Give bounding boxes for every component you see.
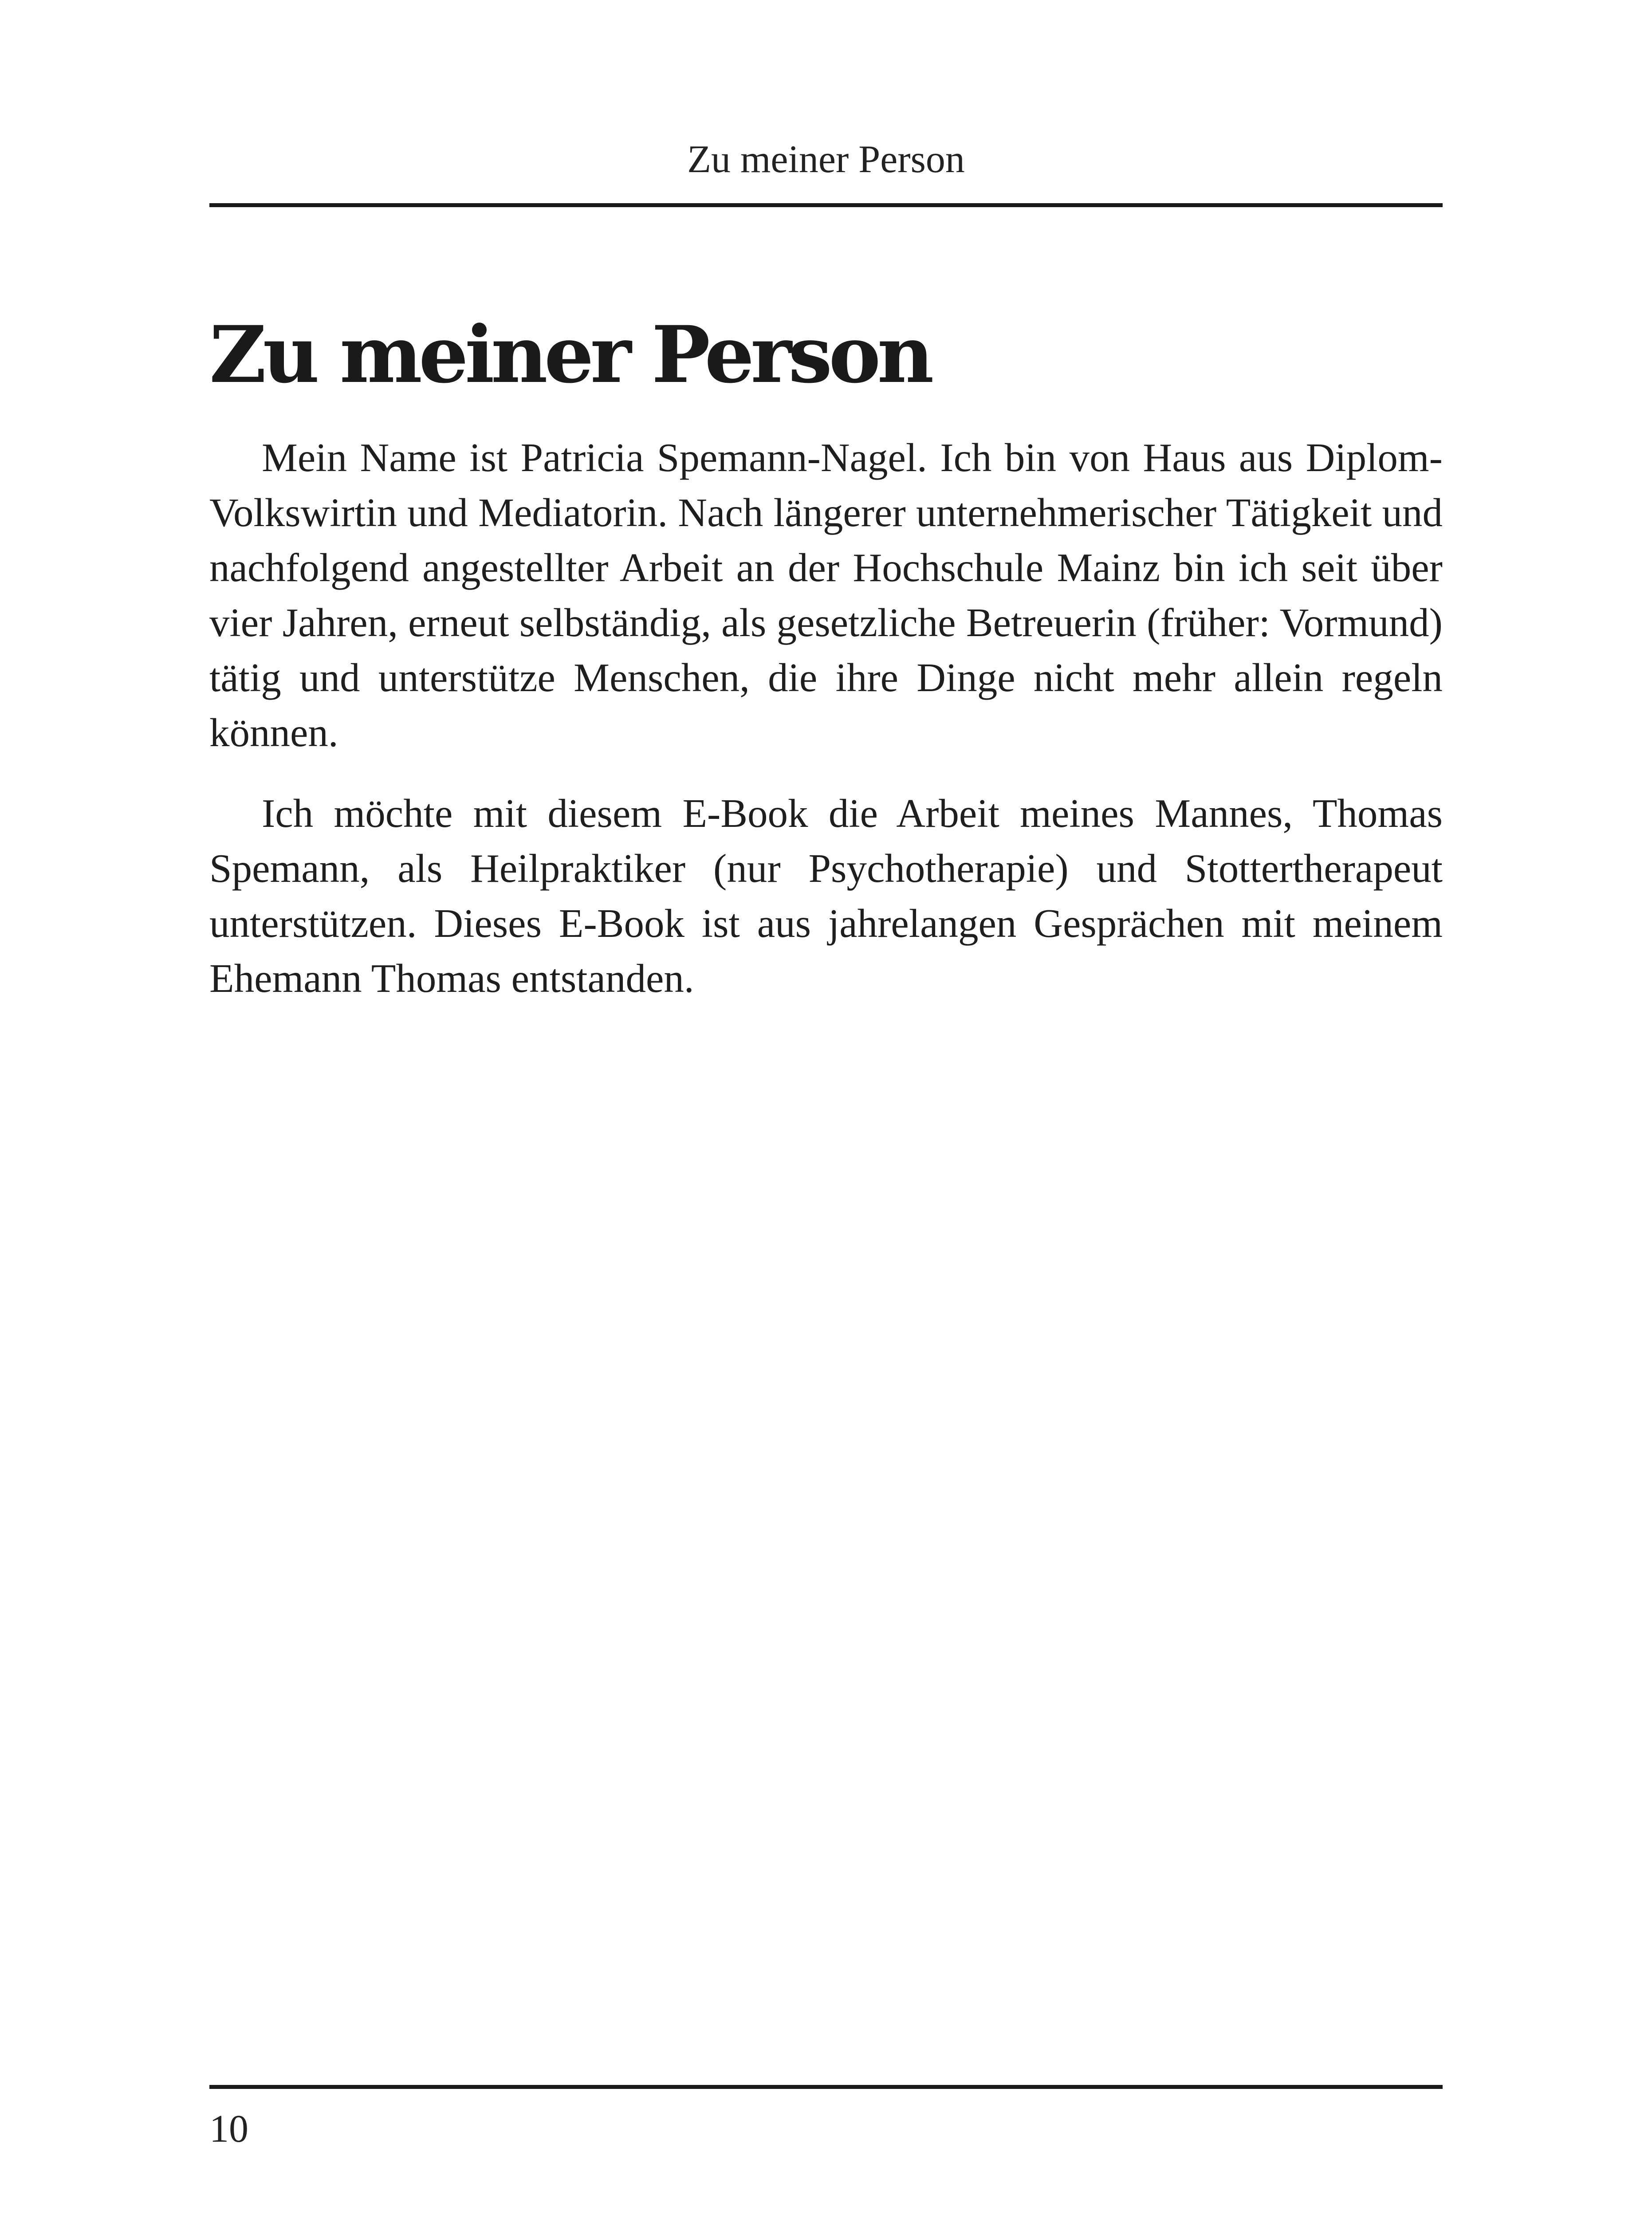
paragraph-1: Mein Name ist Patricia Spemann-Nagel. Ich bin von Haus aus Diplom-Volkswirtin und Mediatorin. Nach längerer unternehmerischer Tätigkeit und nachfolgend angestellter Arbeit an der Hochschule Mainz bin ich seit über vier Jahren, erneut selbständig, als gesetzliche Betreuerin (früher: Vormund) tätig und unterstütze Menschen, die ihre Dinge nicht mehr allein regeln können. <box>209 435 1443 755</box>
body-text <box>209 430 1443 1006</box>
paragraph-2: Ich möchte mit diesem E-Book die Arbeit meines Mannes, Thomas Spemann, als Heilpraktiker (nur Psychotherapie) und Stottertherapeut unterstützen. Dieses E-Book ist aus jahrelangen Gesprächen mit meinem Ehemann Thomas entstanden. <box>209 791 1443 1001</box>
footer-rule <box>209 2085 1443 2089</box>
header-rule <box>209 203 1443 207</box>
page-number: 10 <box>209 2108 248 2151</box>
chapter-title: Zu meiner Person <box>209 309 931 401</box>
running-header: Zu meiner Person <box>687 138 965 181</box>
